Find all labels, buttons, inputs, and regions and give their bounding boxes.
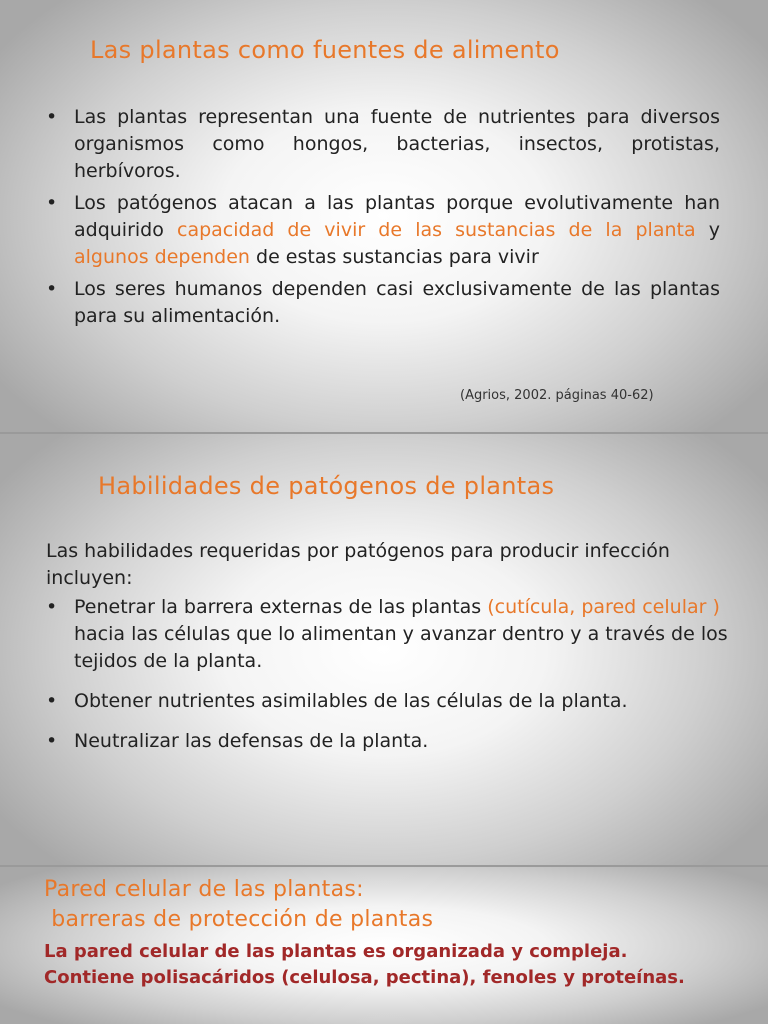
slide-2-bullet-list	[44, 594, 734, 755]
slide-2-bullet-3-text: Neutralizar las defensas de la planta.	[74, 730, 429, 752]
slide-1-bullet-list	[44, 104, 720, 330]
bullet-icon: •	[46, 596, 58, 618]
slide-1-bullet-2-highlight-1: capacidad de vivir de las sustancias de la planta	[177, 219, 696, 241]
bullet-icon: •	[46, 278, 58, 300]
bullet-icon: •	[46, 106, 58, 128]
slide-3-body: La pared celular de las plantas es organizada y compleja. Contiene polisacáridos (celulosa, pectina), fenoles y proteínas.	[44, 941, 685, 988]
slide-2-bullet-2-text: Obtener nutrientes asimilables de las células de la planta.	[74, 690, 628, 712]
list-item	[44, 276, 720, 330]
bullet-icon: •	[46, 192, 58, 214]
slide-3-title-line-1: Pared celular de las plantas:	[44, 877, 364, 902]
bullet-icon: •	[46, 730, 58, 752]
slide-1-bullet-2-text: Los patógenos atacan a las plantas porque evolutivamente han adquirido	[74, 192, 720, 241]
slide-2-intro: Las habilidades requeridas por patógenos para producir infección incluyen:	[46, 540, 670, 589]
slide-1-title: Las plantas como fuentes de alimento	[90, 36, 560, 64]
slide-2-bullet-1-text: Penetrar la barrera externas de las plantas	[74, 596, 488, 618]
list-item	[44, 594, 734, 675]
slide-3	[0, 867, 768, 1024]
slide-1-citation: (Agrios, 2002. páginas 40-62)	[460, 388, 654, 403]
slide-1-bullet-3-text: Los seres humanos dependen casi exclusivamente de las plantas para su alimentación.	[74, 278, 720, 327]
slide-3-title-line-2: barreras de protección de plantas	[44, 907, 434, 932]
list-item	[44, 190, 720, 271]
slide-1-bullet-2-connector: y	[695, 219, 720, 241]
slide-1	[0, 0, 768, 432]
list-item	[44, 728, 734, 755]
slide-1-bullet-2-highlight-2: algunos dependen	[74, 246, 250, 268]
slide-2	[0, 434, 768, 865]
slide-1-bullet-1-text: Las plantas representan una fuente de nutrientes para diversos organismos como hongos, bacterias, insectos, protistas, herbívoros.	[74, 106, 720, 182]
list-item	[44, 104, 720, 185]
bullet-icon: •	[46, 690, 58, 712]
slide-2-title: Habilidades de patógenos de plantas	[98, 472, 555, 500]
list-item	[44, 688, 734, 715]
slide-2-bullet-1-highlight: (cutícula, pared celular )	[487, 596, 720, 618]
slide-2-bullet-1-end: hacia las células que lo alimentan y avanzar dentro y a través de los tejidos de la planta.	[74, 623, 728, 672]
slide-1-bullet-2-end: de estas sustancias para vivir	[249, 246, 539, 268]
